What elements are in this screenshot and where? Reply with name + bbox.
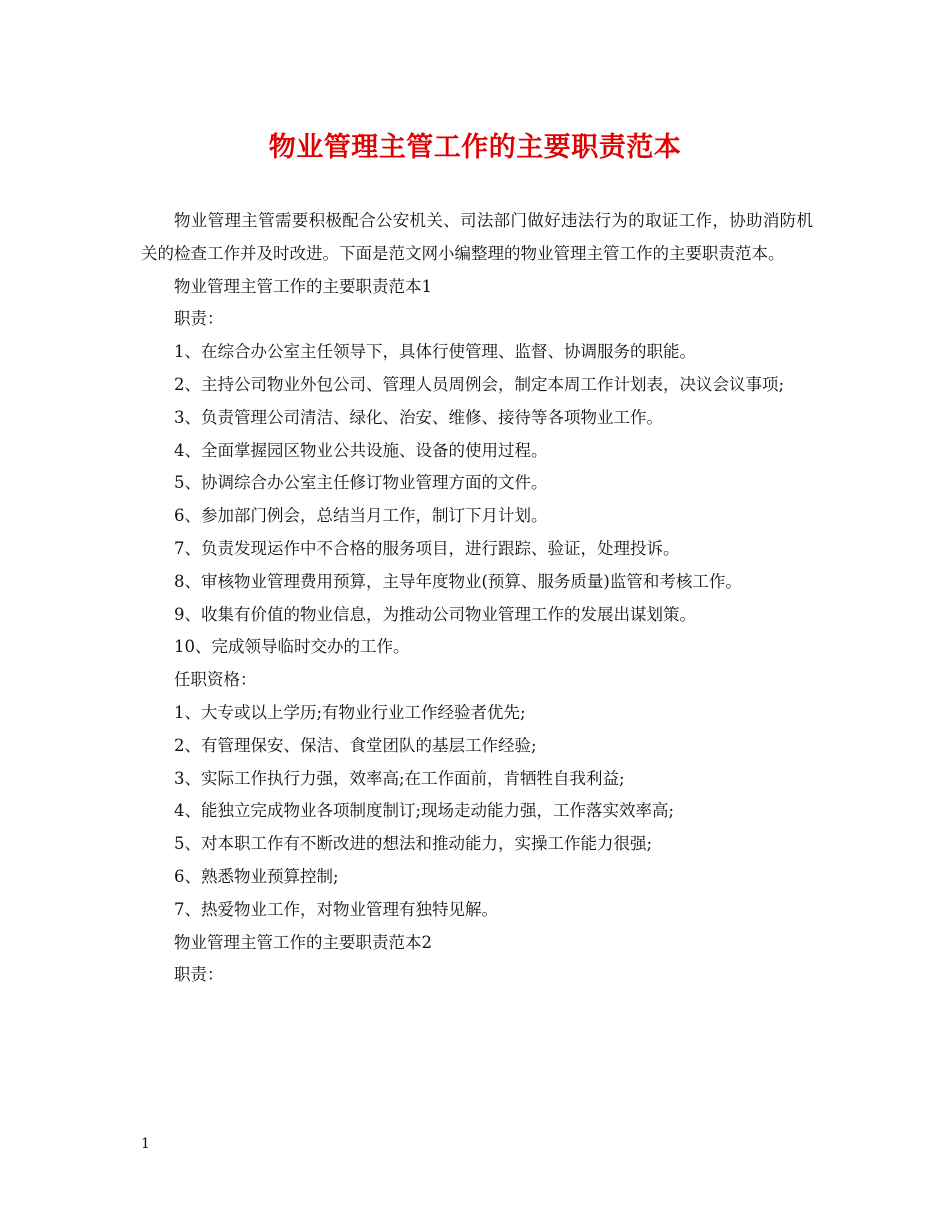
duty-item: 10、完成领导临时交办的工作。 — [174, 637, 410, 657]
qualification-item: 7、热爱物业工作，对物业管理有独特见解。 — [174, 899, 498, 919]
duty-item: 2、主持公司物业外包公司、管理人员周例会，制定本周工作计划表，决议会议事项; — [174, 374, 785, 394]
section-heading-2: 物业管理主管工作的主要职责范本2 — [174, 932, 432, 952]
intro-paragraph: 物业管理主管需要积极配合公安机关、司法部门做好违法行为的取证工作，协助消防机关的检查工作并及时改进。下面是范文网小编整理的物业管理主管工作的主要职责范本。 — [141, 211, 813, 263]
section-heading-1: 物业管理主管工作的主要职责范本1 — [174, 276, 432, 296]
subheading-duties: 职责： — [174, 965, 224, 985]
page-number: 1 — [141, 1136, 150, 1152]
duty-item: 4、全面掌握园区物业公共设施、设备的使用过程。 — [174, 440, 548, 460]
duty-item: 9、收集有价值的物业信息，为推动公司物业管理工作的发展出谋划策。 — [174, 604, 696, 624]
qualification-item: 2、有管理保安、保洁、食堂团队的基层工作经验; — [174, 735, 537, 755]
document-body — [141, 205, 813, 992]
duty-item: 1、在综合办公室主任领导下，具体行使管理、监督、协调服务的职能。 — [174, 342, 696, 362]
duty-item: 5、协调综合办公室主任修订物业管理方面的文件。 — [174, 473, 548, 493]
qualification-item: 4、能独立完成物业各项制度制订;现场走动能力强，工作落实效率高; — [174, 801, 675, 821]
subheading-qualifications: 任职资格： — [174, 670, 257, 690]
duty-item: 3、负责管理公司清洁、绿化、治安、维修、接待等各项物业工作。 — [174, 407, 663, 427]
qualification-item: 5、对本职工作有不断改进的想法和推动能力，实操工作能力很强; — [174, 834, 653, 854]
qualification-item: 3、实际工作执行力强，效率高;在工作面前，肯牺牲自我利益; — [174, 768, 625, 788]
qualification-item: 6、熟悉物业预算控制; — [174, 866, 339, 886]
duty-item: 7、负责发现运作中不合格的服务项目，进行跟踪、验证，处理投诉。 — [174, 538, 680, 558]
duty-item: 8、审核物业管理费用预算，主导年度物业(预算、服务质量)监管和考核工作。 — [174, 571, 742, 591]
document-title: 物业管理主管工作的主要职责范本 — [268, 132, 682, 163]
qualification-item: 1、大专或以上学历;有物业行业工作经验者优先; — [174, 702, 526, 722]
duty-item: 6、参加部门例会，总结当月工作，制订下月计划。 — [174, 506, 548, 526]
subheading-duties: 职责： — [174, 309, 224, 329]
